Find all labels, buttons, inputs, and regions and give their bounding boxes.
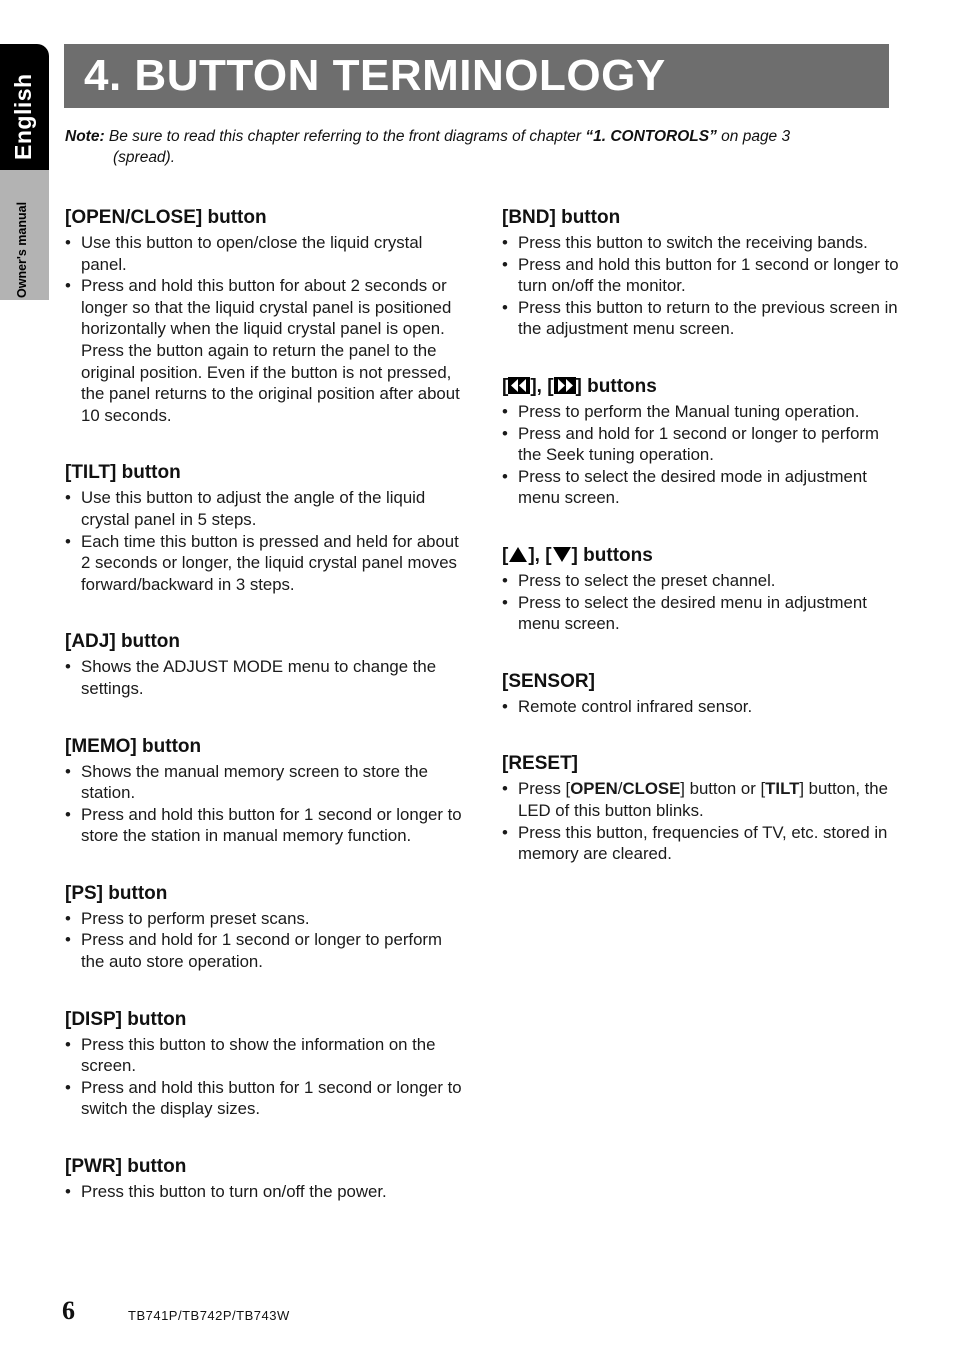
list-item: • Press and hold for 1 second or longer to perform the Seek tuning operation. [502, 423, 902, 466]
note-continuation: (spread). [113, 149, 176, 166]
bullet-list [502, 778, 902, 864]
right-column [502, 206, 902, 865]
section-title-suffix: ] buttons [571, 544, 653, 566]
section-memo [65, 735, 465, 847]
list-item: • Press this button to return to the previous screen in the adjustment menu screen. [502, 297, 902, 340]
page-title: 4. BUTTON TERMINOLOGY [84, 51, 666, 100]
section-title: [ ], [ ] buttons [502, 544, 653, 566]
bullet-list [65, 1034, 465, 1120]
page-number: 6 [62, 1296, 75, 1325]
bullet-list [65, 232, 465, 426]
reset-close-label: CLOSE [622, 779, 681, 799]
reset-text: ] button, the LED of this button blinks. [518, 779, 888, 820]
list-item: • Remote control infrared sensor. [502, 696, 902, 718]
list-item: • Press to select the desired menu in adjustment menu screen. [502, 592, 902, 635]
section-title: [OPEN/CLOSE] button [65, 207, 267, 228]
list-item [502, 778, 902, 821]
reset-text: ] button or [ [680, 779, 766, 799]
note-text-after: on page 3 [716, 128, 791, 145]
bullet-list [502, 570, 902, 635]
note-text-before: Be sure to read this chapter referring to the front diagrams of chapter [104, 128, 586, 145]
section-disp [65, 1008, 465, 1120]
list-item: • Press and hold this button for 1 second or longer to switch the display sizes. [65, 1077, 465, 1120]
section-title: [MEMO] button [65, 735, 202, 757]
up-triangle-icon [508, 546, 528, 563]
section-adj [65, 630, 465, 699]
list-item: • Press to perform preset scans. [65, 908, 465, 930]
left-column [65, 206, 465, 1203]
manual-label: Owner's manual [15, 201, 29, 298]
reset-open-label: OPEN [570, 779, 618, 799]
section-reset [502, 752, 902, 864]
language-label: English [10, 73, 36, 160]
list-item: • Shows the ADJUST MODE menu to change the settings. [65, 656, 465, 699]
section-title: [PS] button [65, 882, 168, 904]
section-title: [TILT] button [65, 462, 181, 484]
note-reference: “1. CONTOROLS” [585, 128, 717, 145]
section-pwr [65, 1155, 465, 1203]
section-title-suffix: ] buttons [575, 375, 657, 397]
reset-text: Press [ [518, 779, 571, 799]
list-item: • Use this button to adjust the angle of the liquid crystal panel in 5 steps. [65, 487, 465, 530]
list-item: • Shows the manual memory screen to store the station. [65, 761, 465, 804]
bullet-list [65, 761, 465, 847]
list-item: • Press this button to turn on/off the power. [65, 1181, 465, 1203]
language-side-tab [0, 44, 49, 300]
list-item: • Press to select the preset channel. [502, 570, 902, 592]
list-item: • Press and hold this button for about 2 seconds or longer so that the liquid crystal panel is positioned horizontally when the liquid crystal panel is open. Press the button again to return the panel to the original position. Even if the button is not pressed, the panel returns to the original position after about 10 seconds. [65, 275, 465, 426]
list-item: • Press to perform the Manual tuning operation. [502, 401, 902, 423]
list-item: • Press and hold this button for 1 second or longer to store the station in manual memory function. [65, 804, 465, 847]
list-item: • Press this button, frequencies of TV, etc. stored in memory are cleared. [502, 822, 902, 865]
bullet-list [65, 1181, 465, 1203]
list-item: • Each time this button is pressed and held for about 2 seconds or longer, the liquid crystal panel moves forward/backward in 3 steps. [65, 531, 465, 596]
section-title: [PWR] button [65, 1156, 187, 1178]
reset-tilt-label: TILT [765, 779, 800, 799]
section-bnd [502, 206, 902, 340]
section-title: [RESET] [502, 753, 578, 775]
section-seek-buttons [502, 375, 902, 509]
skip-back-icon [508, 377, 530, 394]
section-title: [ADJ] button [65, 631, 181, 653]
section-title: [ ], [ ] buttons [502, 375, 657, 397]
section-up-down-buttons [502, 544, 902, 635]
bullet-list [502, 232, 902, 340]
title-bar [64, 44, 889, 108]
list-item: • Press and hold this button for 1 second or longer to turn on/off the monitor. [502, 254, 902, 297]
list-item: • Use this button to open/close the liquid crystal panel. [65, 232, 465, 275]
skip-forward-icon [554, 377, 576, 394]
list-item: • Press this button to switch the receiving bands. [502, 232, 902, 254]
section-title: [BND] button [502, 207, 621, 228]
bullet-list [502, 696, 902, 718]
list-item: • Press this button to show the information on the screen. [65, 1034, 465, 1077]
bullet-list [65, 487, 465, 595]
bullet-list [65, 656, 465, 699]
bullet-list [502, 401, 902, 509]
list-item: • Press and hold for 1 second or longer to perform the auto store operation. [65, 929, 465, 972]
reset-text: / [617, 779, 623, 799]
note-label: Note: [65, 128, 105, 145]
list-item: • Press to select the desired mode in adjustment menu screen. [502, 466, 902, 509]
section-title: [SENSOR] [502, 670, 595, 692]
model-number: TB741P/TB742P/TB743W [128, 1308, 290, 1323]
section-ps [65, 882, 465, 973]
bullet-list [65, 908, 465, 973]
section-tilt [65, 461, 465, 595]
section-open-close [65, 206, 465, 426]
note-paragraph [65, 126, 885, 168]
section-sensor [502, 670, 902, 718]
down-triangle-icon [552, 546, 572, 563]
section-title: [DISP] button [65, 1008, 187, 1030]
